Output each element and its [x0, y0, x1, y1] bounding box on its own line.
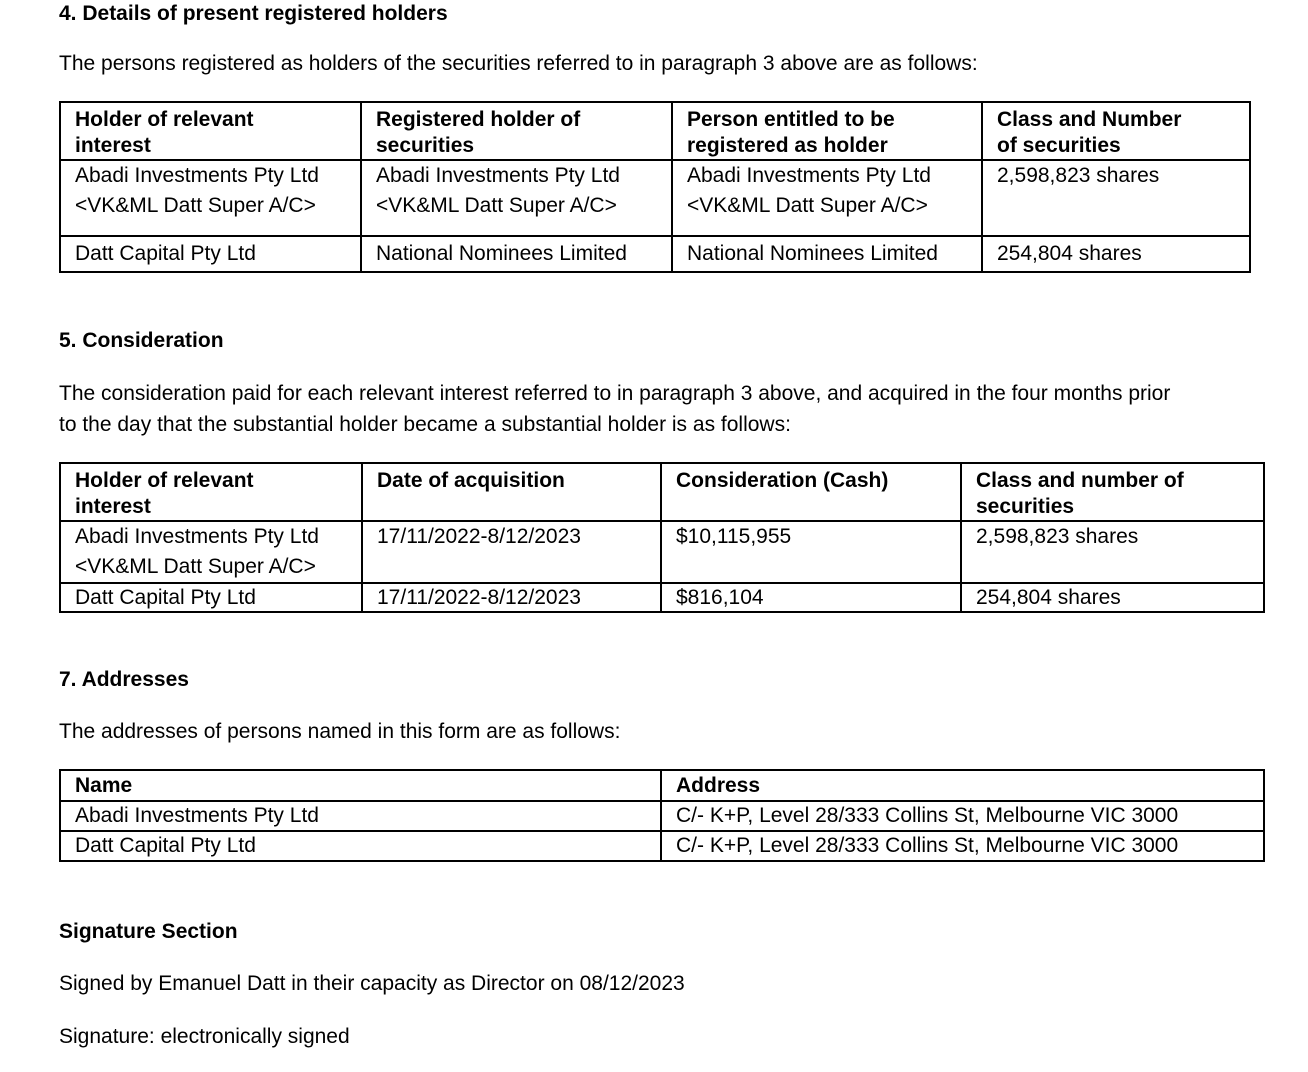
table-row — [60, 801, 1264, 831]
addresses-table — [59, 769, 1265, 862]
signature-line: Signature: electronically signed — [59, 1025, 350, 1048]
table-cell: 17/11/2022-8/12/2023 — [362, 583, 661, 612]
header-cell: Class and number of securities — [961, 463, 1264, 521]
table-cell: Abadi Investments Pty Ltd <VK&ML Datt Super A/C> — [60, 160, 361, 236]
header-cell: Holder of relevant interest — [60, 463, 362, 521]
header-cell: Name — [60, 770, 661, 801]
table-cell: National Nominees Limited — [672, 236, 982, 272]
table-row — [60, 236, 1250, 272]
header-cell: Registered holder of securities — [361, 102, 672, 160]
table-header-row — [60, 463, 1264, 521]
signed-by-text: Signed by Emanuel Datt in their capacity as Director on 08/12/2023 — [59, 972, 685, 995]
table-cell: Datt Capital Pty Ltd — [60, 583, 362, 612]
table-cell: 2,598,823 shares — [961, 521, 1264, 583]
table-cell: Abadi Investments Pty Ltd <VK&ML Datt Super A/C> — [361, 160, 672, 236]
section-7-heading: 7. Addresses — [59, 668, 189, 691]
table-cell: 254,804 shares — [961, 583, 1264, 612]
table-cell: $816,104 — [661, 583, 961, 612]
table-header-row — [60, 102, 1250, 160]
table-cell: Abadi Investments Pty Ltd <VK&ML Datt Super A/C> — [672, 160, 982, 236]
table-cell: $10,115,955 — [661, 521, 961, 583]
table-cell: C/- K+P, Level 28/333 Collins St, Melbourne VIC 3000 — [661, 801, 1264, 831]
section-5-intro-line-1: The consideration paid for each relevant interest referred to in paragraph 3 above, and acquired in the four months prior — [59, 382, 1171, 405]
table-cell: Datt Capital Pty Ltd — [60, 831, 661, 861]
table-row — [60, 583, 1264, 612]
signature-heading: Signature Section — [59, 920, 238, 943]
table-cell: National Nominees Limited — [361, 236, 672, 272]
table-row — [60, 521, 1264, 583]
header-cell: Address — [661, 770, 1264, 801]
header-cell: Consideration (Cash) — [661, 463, 961, 521]
section-5-heading: 5. Consideration — [59, 329, 224, 352]
section-7-intro: The addresses of persons named in this form are as follows: — [59, 720, 621, 743]
table-row — [60, 831, 1264, 861]
table-cell: Abadi Investments Pty Ltd <VK&ML Datt Super A/C> — [60, 521, 362, 583]
table-cell: 254,804 shares — [982, 236, 1250, 272]
section-4-intro: The persons registered as holders of the securities referred to in paragraph 3 above are as follows: — [59, 52, 978, 75]
section-4-heading: 4. Details of present registered holders — [59, 2, 448, 25]
registered-holders-table — [59, 101, 1251, 273]
table-cell: 2,598,823 shares — [982, 160, 1250, 236]
table-cell: 17/11/2022-8/12/2023 — [362, 521, 661, 583]
table-header-row — [60, 770, 1264, 801]
table-cell: C/- K+P, Level 28/333 Collins St, Melbourne VIC 3000 — [661, 831, 1264, 861]
header-cell: Class and Number of securities — [982, 102, 1250, 160]
header-cell: Date of acquisition — [362, 463, 661, 521]
section-5-intro-line-2: to the day that the substantial holder became a substantial holder is as follows: — [59, 413, 791, 436]
header-cell: Holder of relevant interest — [60, 102, 361, 160]
header-cell: Person entitled to be registered as holder — [672, 102, 982, 160]
consideration-table — [59, 462, 1265, 613]
table-row — [60, 160, 1250, 236]
table-cell: Datt Capital Pty Ltd — [60, 236, 361, 272]
table-cell: Abadi Investments Pty Ltd — [60, 801, 661, 831]
